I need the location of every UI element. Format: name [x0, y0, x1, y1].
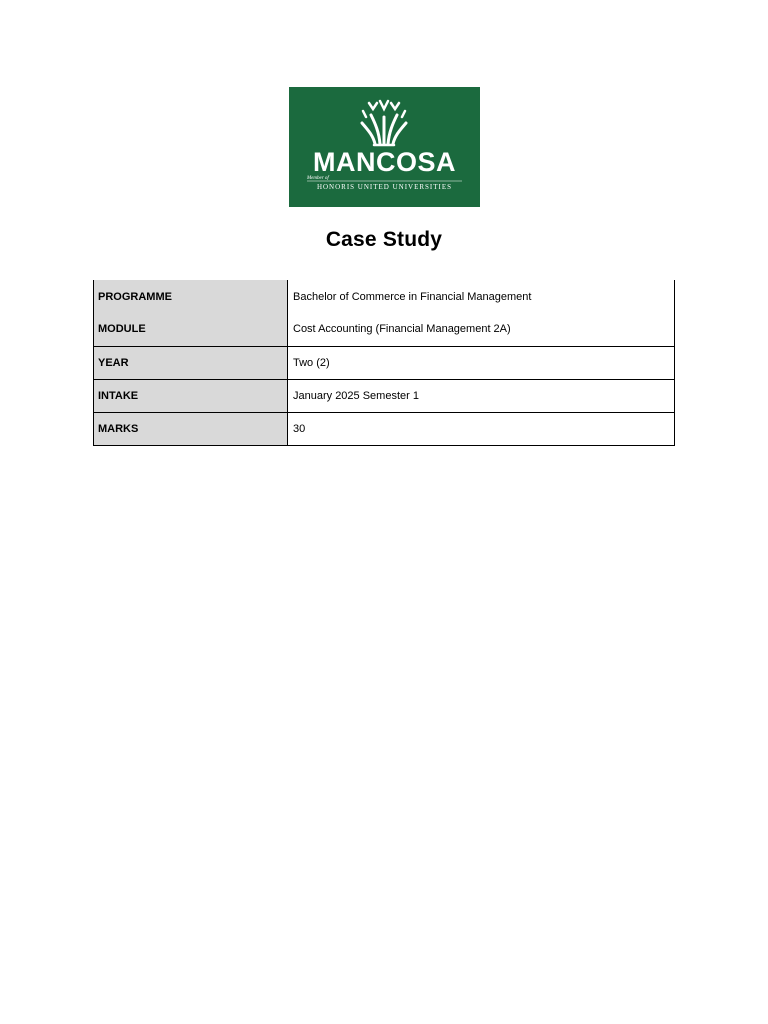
logo-member-of: Member of	[307, 176, 329, 181]
programme-value: Bachelor of Commerce in Financial Management	[288, 280, 675, 313]
programme-label: PROGRAMME	[94, 280, 288, 313]
mancosa-logo	[289, 87, 480, 207]
year-label: YEAR	[94, 346, 288, 379]
module-label: MODULE	[94, 313, 288, 346]
tree-emblem-icon	[362, 101, 406, 145]
logo-wordmark: MANCOSA	[313, 147, 456, 177]
logo-tagline: HONORIS UNITED UNIVERSITIES	[316, 183, 453, 191]
table-row	[94, 280, 675, 313]
table-row	[94, 313, 675, 346]
marks-label: MARKS	[94, 412, 288, 445]
intake-label: INTAKE	[94, 379, 288, 412]
marks-value: 30	[288, 412, 675, 445]
table-row	[94, 379, 675, 412]
module-info-table	[93, 280, 675, 446]
document-title: Case Study	[325, 228, 443, 251]
module-value: Cost Accounting (Financial Management 2A)	[288, 313, 675, 346]
intake-value: January 2025 Semester 1	[288, 379, 675, 412]
table-row	[94, 346, 675, 379]
table-row	[94, 412, 675, 445]
year-value: Two (2)	[288, 346, 675, 379]
